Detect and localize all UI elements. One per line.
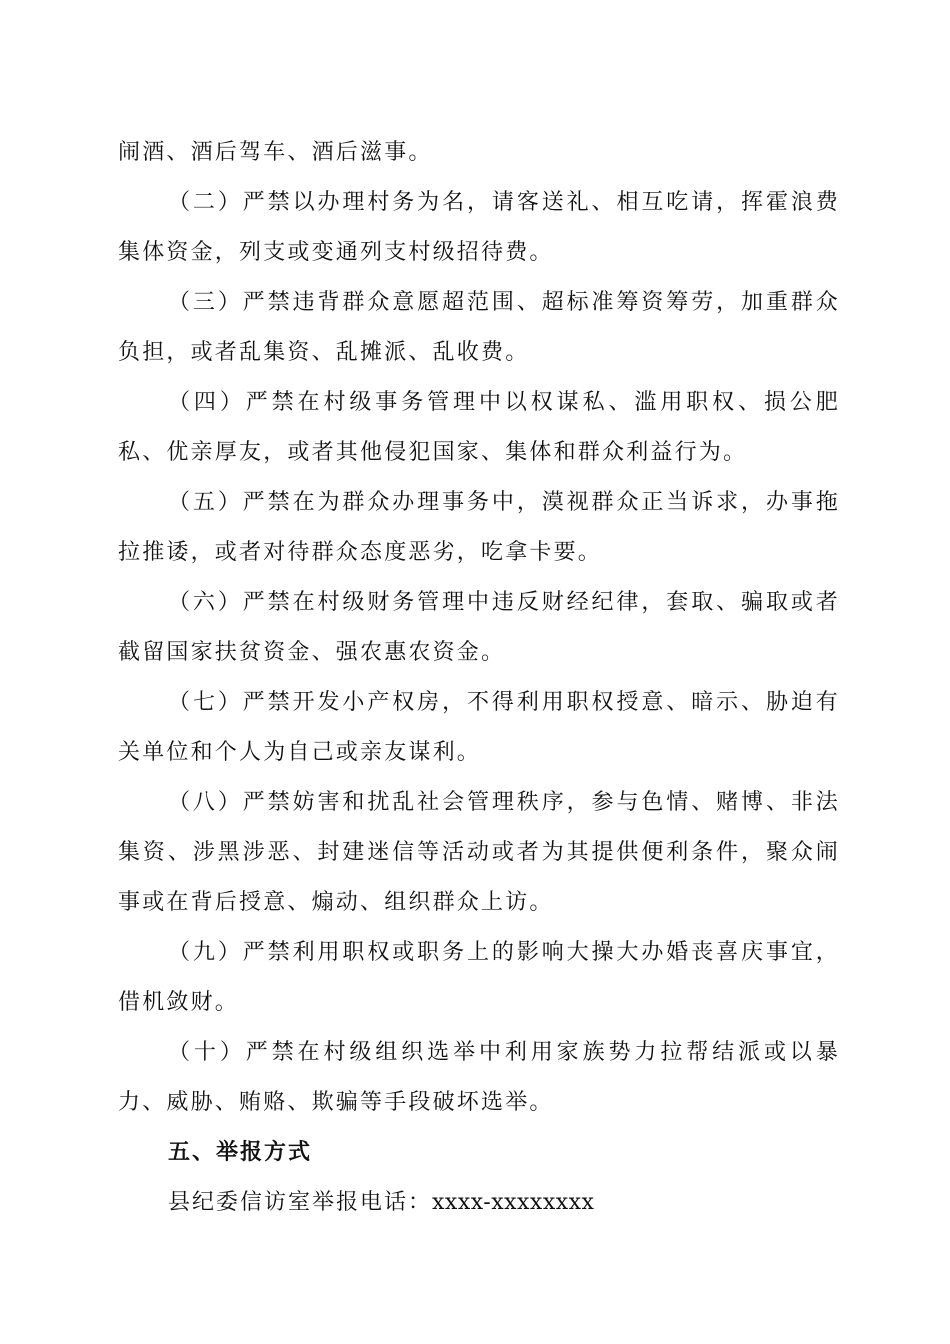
document-page	[118, 128, 840, 1228]
item-3-paragraph: （三）严禁违背群众意愿超范围、超标准筹资筹劳，加重群众负担，或者乱集资、乱摊派、乱收费。	[118, 290, 840, 365]
item-5-paragraph: （五）严禁在为群众办理事务中，漠视群众正当诉求，办事拖拉推诿，或者对待群众态度恶劣，吃拿卡要。	[118, 490, 840, 565]
section-heading: 五、举报方式	[168, 1140, 313, 1165]
contact-line	[118, 1178, 840, 1228]
contact-label: 县纪委信访室举报电话：	[168, 1190, 433, 1215]
item-9-paragraph: （九）严禁利用职权或职务上的影响大操大办婚丧喜庆事宜，借机敛财。	[118, 940, 840, 1015]
item-6-paragraph: （六）严禁在村级财务管理中违反财经纪律，套取、骗取或者截留国家扶贫资金、强农惠农资金。	[118, 590, 840, 665]
item-2-paragraph: （二）严禁以办理村务为名，请客送礼、相互吃请，挥霍浪费集体资金，列支或变通列支村级招待费。	[118, 190, 840, 265]
continuation-paragraph: 闹酒、酒后驾车、酒后滋事。	[118, 140, 433, 165]
item-8-paragraph: （八）严禁妨害和扰乱社会管理秩序，参与色情、赌博、非法集资、涉黑涉恶、封建迷信等活动或者为其提供便利条件，聚众闹事或在背后授意、煽动、组织群众上访。	[118, 790, 840, 915]
item-4-paragraph: （四）严禁在村级事务管理中以权谋私、滥用职权、损公肥私、优亲厚友，或者其他侵犯国家、集体和群众利益行为。	[118, 390, 840, 465]
item-10-paragraph: （十）严禁在村级组织选举中利用家族势力拉帮结派或以暴力、威胁、贿赂、欺骗等手段破坏选举。	[118, 1040, 840, 1115]
contact-phone: xxxx-xxxxxxxx	[432, 1190, 595, 1215]
item-7-paragraph: （七）严禁开发小产权房，不得利用职权授意、暗示、胁迫有关单位和个人为自己或亲友谋利。	[118, 690, 840, 765]
